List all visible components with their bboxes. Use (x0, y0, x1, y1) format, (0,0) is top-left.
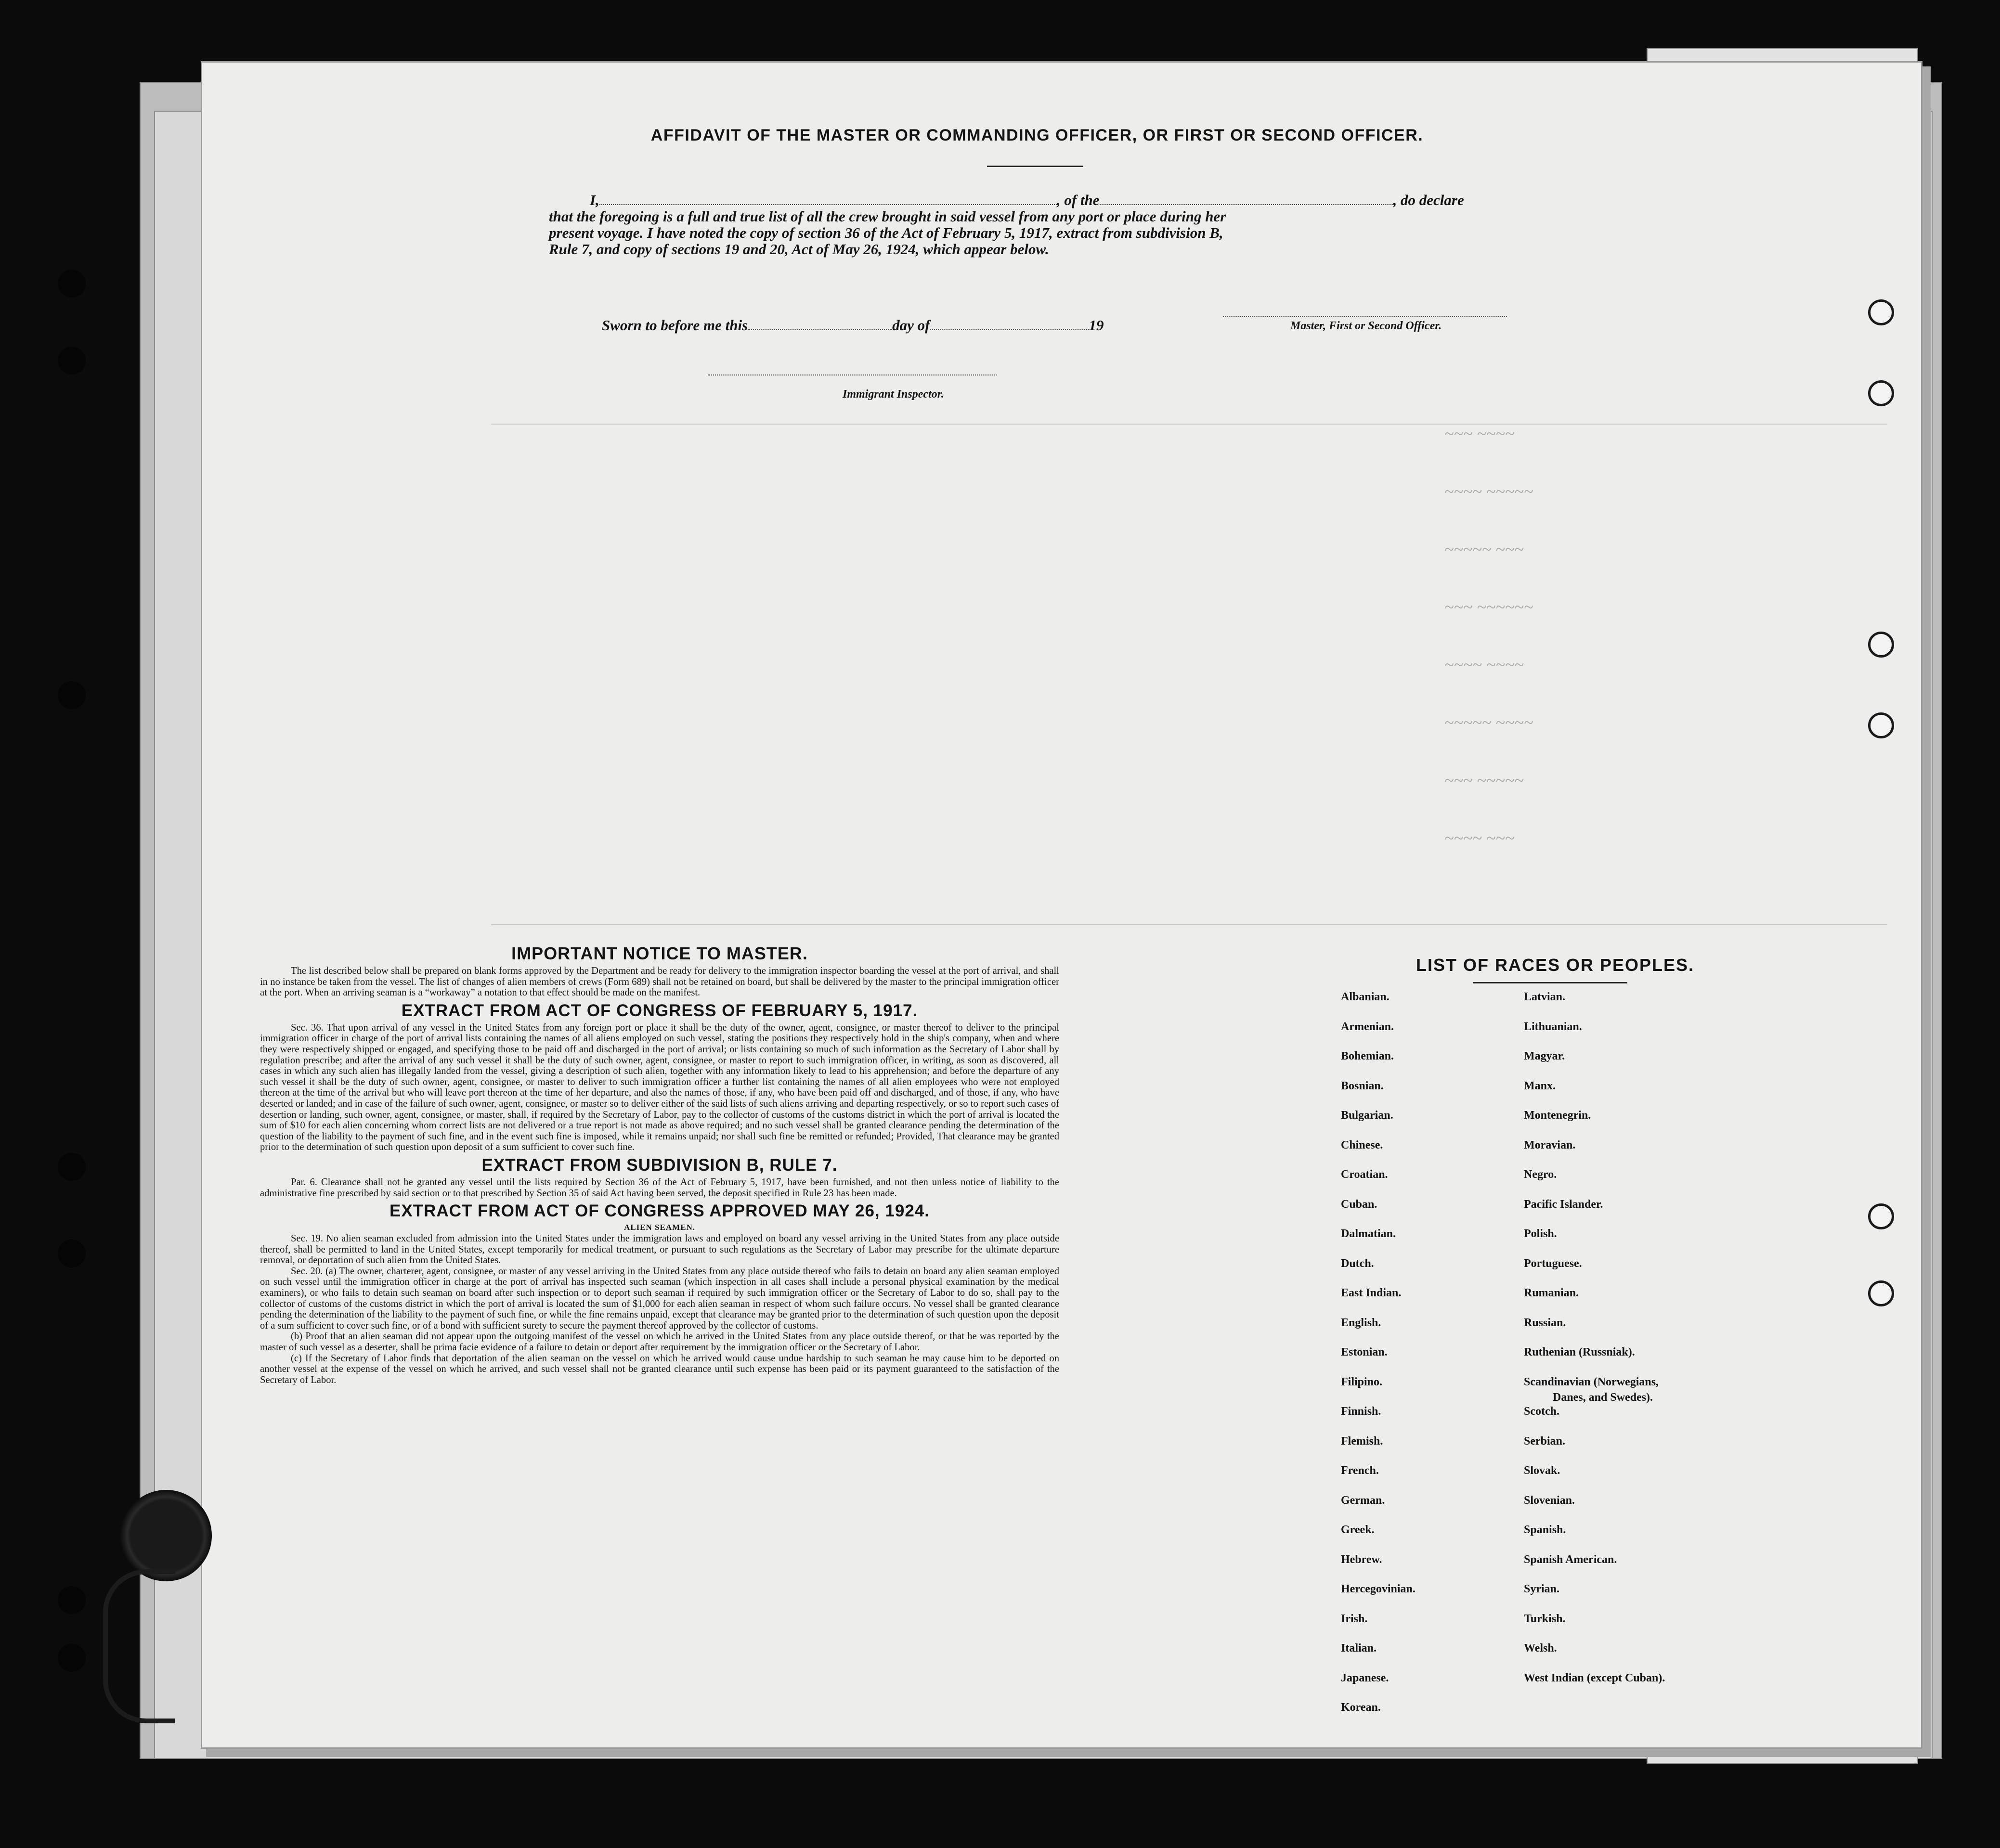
races-title: LIST OF RACES OR PEOPLES. (1416, 955, 1695, 975)
race-item: Korean. (1341, 1701, 1381, 1714)
show-through-handwriting: ~~~~ ~~~~ (1444, 655, 1524, 674)
sworn-line (602, 317, 1104, 334)
binder-hole (1868, 712, 1894, 738)
race-item: Filipino. (1341, 1375, 1383, 1388)
affidavit-of-the: , of the (1056, 192, 1100, 208)
manifest-back-page (202, 63, 1921, 1747)
binder-hole (58, 1586, 86, 1614)
race-item: Magyar. (1524, 1050, 1565, 1062)
show-through-handwriting: ~~~~~ ~~~ (1444, 540, 1524, 559)
sec-20b-body: (b) Proof that an alien seaman did not appear upon the outgoing manifest of the vessel on which he arrived in the United States from any place outside thereof, or that he was reported by the master of such vessel as a deserter, shall be prima facie evidence of a failure to detain or deport after requirement by the immigration officer or the Secretary of Labor. (260, 1331, 1059, 1353)
race-item: Portuguese. (1524, 1257, 1582, 1270)
notice-block (260, 943, 1059, 1385)
race-item: Slovenian. (1524, 1494, 1575, 1507)
race-item: Bulgarian. (1341, 1109, 1393, 1122)
affidavit-line-2: that the foregoing is a full and true list of all the crew brought in said vessel from any port or place during her (549, 208, 1226, 225)
race-item: Slovak. (1524, 1464, 1560, 1477)
race-item: Spanish American. (1524, 1553, 1617, 1566)
binder-hole (58, 347, 86, 375)
race-item: Armenian. (1341, 1020, 1394, 1033)
vessel-field[interactable] (1100, 204, 1393, 205)
embossed-seal-ring (103, 1569, 175, 1723)
race-item: Hercegovinian. (1341, 1583, 1416, 1595)
binder-hole (1868, 1280, 1894, 1306)
show-through-handwriting: ~~~~ ~~~~~ (1444, 482, 1533, 501)
day-of-label: day of (892, 317, 930, 334)
binder-hole (1868, 380, 1894, 406)
race-item: Rumanian. (1524, 1287, 1579, 1299)
race-item: Flemish. (1341, 1434, 1383, 1447)
race-item: Greek. (1341, 1524, 1375, 1536)
race-item: Chinese. (1341, 1138, 1383, 1151)
race-item: Turkish. (1524, 1612, 1566, 1625)
sworn-label: Sworn to before me this (602, 317, 748, 334)
show-through-handwriting: ~~~ ~~~~ (1444, 424, 1515, 443)
binder-hole (58, 1644, 86, 1672)
sec-19-body: Sec. 19. No alien seaman excluded from admission into the United States under the immigration laws and employed on board any vessel arriving in the United States from any place outside thereof, shall be permitted to land in the United States, except temporarily for medical treatment, or pursuant to such regulations as the Secretary of Labor may prescribe for the ultimate departure removal, or deportation of such alien from the United States. (260, 1233, 1059, 1266)
show-through-rule (491, 924, 1887, 925)
affidavit-do-declare: , do declare (1393, 192, 1464, 208)
show-through-rule (491, 424, 1887, 425)
binder-hole (1868, 1203, 1894, 1229)
affidavit-title: AFFIDAVIT OF THE MASTER OR COMMANDING OFFICER, OR FIRST OR SECOND OFFICER. (650, 126, 1424, 144)
binder-hole (1868, 632, 1894, 658)
extract-1924-title: EXTRACT FROM ACT OF CONGRESS APPROVED MAY 26, 1924. (390, 1202, 930, 1221)
races-title-rule (1473, 982, 1627, 983)
race-item: German. (1341, 1494, 1385, 1507)
race-item: Syrian. (1524, 1583, 1560, 1595)
race-item: Serbian. (1524, 1434, 1566, 1447)
embossed-seal (120, 1490, 212, 1581)
race-item: Estonian. (1341, 1346, 1388, 1358)
race-item: Albanian. (1341, 991, 1390, 1003)
race-item: Manx. (1524, 1079, 1556, 1092)
binder-hole (58, 1153, 86, 1181)
affidavit-i-label: I, (590, 192, 599, 208)
binder-hole (58, 681, 86, 709)
race-item: Finnish. (1341, 1405, 1381, 1418)
race-item: Danes, and Swedes). (1553, 1391, 1653, 1404)
race-item: Bosnian. (1341, 1079, 1384, 1092)
race-item: Pacific Islander. (1524, 1198, 1603, 1211)
race-item: Montenegrin. (1524, 1109, 1591, 1122)
name-field[interactable] (599, 204, 1057, 205)
affidavit-line-3: present voyage. I have noted the copy of section 36 of the Act of February 5, 1917, extract from subdivision B, (549, 224, 1223, 241)
binder-hole (1868, 299, 1894, 325)
race-item: Spanish. (1524, 1524, 1566, 1536)
sworn-month-field[interactable] (930, 329, 1089, 330)
race-item: West Indian (except Cuban). (1524, 1671, 1665, 1684)
race-item: Irish. (1341, 1612, 1368, 1625)
race-item: Italian. (1341, 1642, 1377, 1654)
race-item: Bohemian. (1341, 1050, 1394, 1062)
sec-20a-body: Sec. 20. (a) The owner, charterer, agent, consignee, or master of any vessel arriving in the United States from any place outside thereof who fails to detain on board any alien seaman employed on such vessel until the immigration officer in charge at the port of arrival has inspected such seaman (which inspection in all cases shall include a personal physical examination by the medical examiners), or who fails to detain such seaman on board after such inspection or to deport such seaman if required by such immigration officer or the Secretary of Labor to do so, shall pay to the collector of customs of the customs district in which the port of arrival is located the sum of $1,000 for each alien seaman in respect of whom such failure occurs. No vessel shall be granted clearance pending the determination of the liability to the payment of such fine, or while the fine remains unpaid, except that clearance may be granted prior to the determination of such question upon the deposit of a sum sufficient to cover such fine, or of a bond with sufficient surety to secure the payment thereof approved by the collector of customs. (260, 1266, 1059, 1331)
sworn-day-field[interactable] (748, 329, 892, 330)
race-item: English. (1341, 1316, 1381, 1329)
affidavit-title-rule (987, 166, 1083, 167)
show-through-handwriting: ~~~~ ~~~ (1444, 828, 1515, 848)
race-item: Latvian. (1524, 991, 1566, 1003)
notice-title: IMPORTANT NOTICE TO MASTER. (511, 943, 808, 963)
race-item: Russian. (1524, 1316, 1566, 1329)
race-item: East Indian. (1341, 1287, 1402, 1299)
race-item: Ruthenian (Russniak). (1524, 1346, 1635, 1358)
inspector-signature-label: Immigrant Inspector. (843, 388, 944, 401)
affidavit-line-4: Rule 7, and copy of sections 19 and 20, Act of May 26, 1924, which appear below. (549, 241, 1049, 258)
race-item: Dalmatian. (1341, 1228, 1396, 1240)
extract-1917-body: Sec. 36. That upon arrival of any vessel in the United States from any foreign port or place it shall be the duty of the owner, agent, consignee, or master thereof to deliver to the principal immigration officer in charge of the port of arrival lists containing the names of all aliens employed on such vessel, stating the positions they respectively hold in the ship's company, when and where they were respectively shipped or engaged, and specifying those to be paid off and discharged in the port of arrival; or lists containing so much of such information as the Secretary of Labor shall by regulation prescribe; and after the arrival of any such vessel it shall be the duty of such owner, agent, consignee, or master to report to such immigration officer, in writing, as soon as discovered, all cases in which any such alien has illegally landed from the vessel, giving a description of such alien, together with any information likely to lead to his apprehension; and before the departure of any such vessel it shall be the duty of such owner, agent, consignee, or master to deliver to such immigration officer a further list containing the names of all alien employees who were not employed thereon at the time of the arrival but who will leave port thereon at the time of her departure, and also the names of those, if any, who have been paid off and discharged, and of those, if any, who have deserted or landed; and in case of the failure of such owner, agent, consignee, or master so to deliver either of the said lists of such aliens arriving and departing respectively, or so to report such cases of desertion or landing, such owner, agent, consignee, or master, shall, if required by the Secretary of Labor, pay to the collector of customs of the customs district in which the port of arrival is located the sum of $10 for each alien concerning whom correct lists are not delivered or a true report is not made as above required; and no such vessel shall be granted clearance pending the determination of the question of the liability to the payment of such fine, and in the event such fine is imposed, while it remains unpaid; nor shall such fine be remitted or refunded; Provided, That clearance may be granted prior to the determination of such question upon deposit of a sum sufficient to cover such fine. (260, 1022, 1059, 1153)
race-item: Welsh. (1524, 1642, 1557, 1654)
master-signature-line[interactable] (1223, 316, 1507, 317)
race-item: Cuban. (1341, 1198, 1377, 1211)
race-item: Polish. (1524, 1228, 1557, 1240)
race-item: Scandinavian (Norwegians, (1524, 1375, 1659, 1388)
race-item: French. (1341, 1464, 1379, 1477)
sec-20c-body: (c) If the Secretary of Labor finds that deportation of the alien seaman on the vessel on which he arrived would cause undue hardship to such seaman he may cause him to be deported on another vessel at the expense of the vessel on which he arrived, and such vessel shall not be granted clearance until such expense has been paid or its payment guaranteed to the satisfaction of the Secretary of Labor. (260, 1353, 1059, 1385)
show-through-handwriting: ~~~~~ ~~~~ (1444, 713, 1533, 732)
alien-seamen-subtitle: ALIEN SEAMEN. (623, 1223, 696, 1232)
master-signature-label: Master, First or Second Officer. (1290, 320, 1442, 332)
year-prefix: 19 (1089, 317, 1104, 334)
notice-body: The list described below shall be prepared on blank forms approved by the Department and be ready for delivery to the immigration inspector boarding the vessel at the port of arrival, and shall in no instance be taken from the vessel. The list of changes of alien members of crews (Form 689) shall not be retained on board, but shall be delivered by the master to the principal immigration officer at the port. When an arriving seaman is a “workaway” a notation to that effect should be made on the manifest. (260, 966, 1059, 998)
show-through-handwriting: ~~~ ~~~~~~ (1444, 597, 1533, 617)
race-item: Moravian. (1524, 1138, 1576, 1151)
binder-hole (58, 270, 86, 297)
race-item: Hebrew. (1341, 1553, 1382, 1566)
race-item: Croatian. (1341, 1168, 1388, 1181)
show-through-handwriting: ~~~ ~~~~~ (1444, 771, 1524, 790)
extract-rule7-title: EXTRACT FROM SUBDIVISION B, RULE 7. (481, 1155, 838, 1175)
race-item: Dutch. (1341, 1257, 1374, 1270)
extract-1917-title: EXTRACT FROM ACT OF CONGRESS OF FEBRUARY 5, 1917. (401, 1001, 918, 1020)
binder-hole (58, 1240, 86, 1267)
race-item: Japanese. (1341, 1671, 1389, 1684)
race-item: Scotch. (1524, 1405, 1559, 1418)
affidavit-line-1 (590, 192, 1464, 209)
race-item: Negro. (1524, 1168, 1557, 1181)
extract-rule7-body: Par. 6. Clearance shall not be granted any vessel until the lists required by Section 36 of the Act of February 5, 1917, have been furnished, and not then unless notice of liability to the administrative fine prescribed by said section or to that prescribed by Section 35 of said Act having been served, the deposit specified in Rule 23 has been made. (260, 1176, 1059, 1199)
race-item: Lithuanian. (1524, 1020, 1582, 1033)
